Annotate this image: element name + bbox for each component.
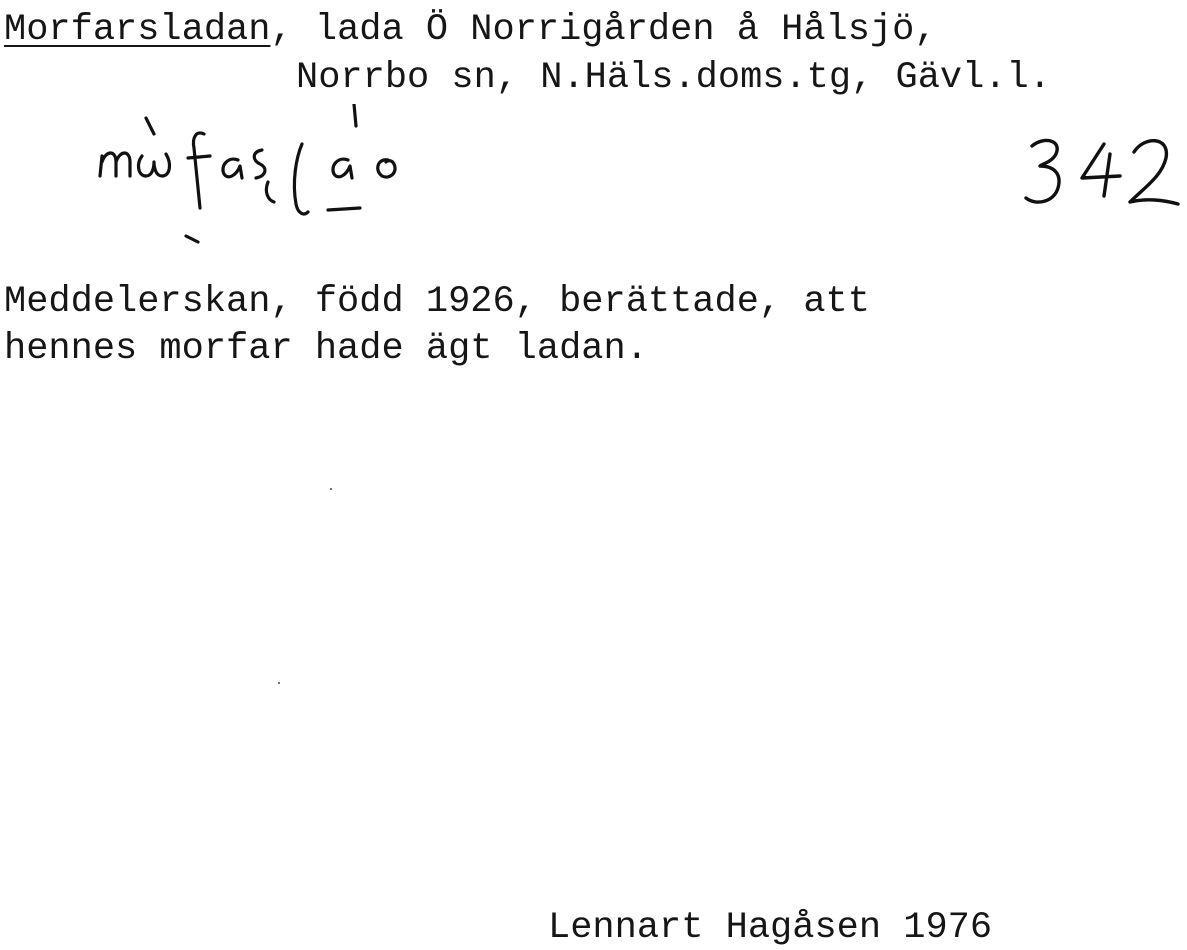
hw-s (254, 150, 265, 178)
hw-underline-f (186, 236, 198, 242)
hw-digit-2 (1130, 141, 1178, 204)
hw-hook (266, 182, 274, 202)
hw-f (188, 133, 210, 208)
hw-m (100, 153, 130, 176)
hw-digit-4 (1082, 144, 1120, 196)
paper-speck (278, 682, 280, 684)
card-number-handwriting (1018, 130, 1187, 220)
signature: Lennart Hagåsen 1976 (548, 907, 993, 949)
hw-omega (139, 154, 170, 176)
body-line-2: hennes morfar hade ägt ladan. (4, 328, 648, 370)
hw-l (294, 144, 308, 214)
hw-a1 (223, 159, 242, 178)
header-line-2: Norrbo sn, N.Häls.doms.tg, Gävl.l. (296, 57, 1051, 99)
paper-speck (330, 488, 332, 490)
hw-a2 (333, 159, 352, 178)
location-text: , lada Ö Norrigården å Hålsjö, (270, 9, 937, 51)
headword: Morfarsladan (4, 9, 271, 51)
hw-acute (354, 104, 356, 126)
hw-underline-a (328, 208, 360, 210)
header-line-1 (4, 9, 937, 51)
hw-digit-3 (1026, 140, 1059, 202)
dialect-transcription-handwriting (92, 104, 432, 254)
hw-o (378, 160, 395, 177)
body-line-1: Meddelerskan, född 1926, berättade, att (4, 281, 870, 323)
hw-grave-accent (146, 118, 154, 134)
